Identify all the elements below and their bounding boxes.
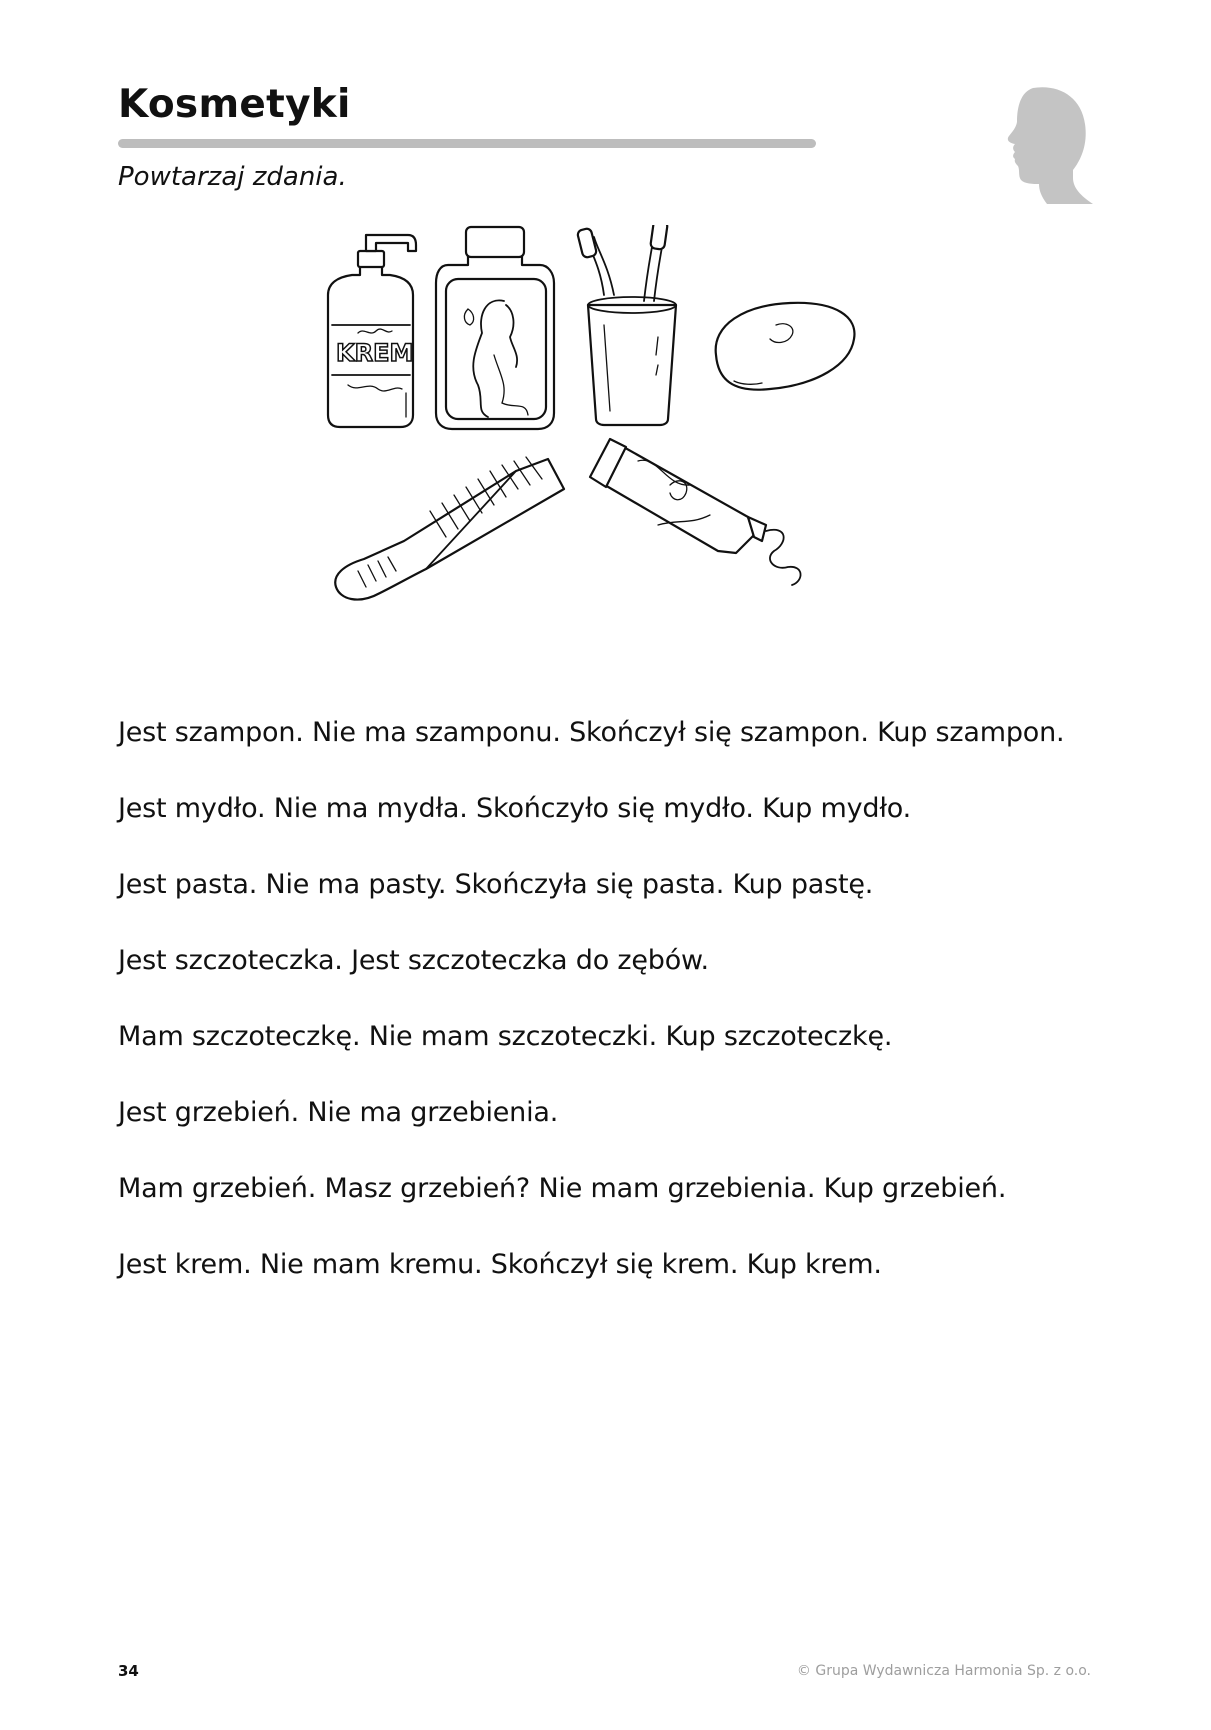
sentence: Jest pasta. Nie ma pasty. Skończyła się pasta. Kup pastę. [118,869,874,900]
sentence: Jest szczoteczka. Jest szczoteczka do zębów. [118,945,709,976]
sentence: Jest grzebień. Nie ma grzebienia. [118,1097,559,1128]
cream-pump-bottle-icon [328,235,416,427]
cream-label: KREM [336,339,414,367]
toothpaste-tube-icon [590,439,801,585]
toothbrushes-in-glass-icon [577,225,676,425]
page-title: Kosmetyki [118,82,351,127]
soap-bar-icon [716,303,855,390]
copyright-notice: © Grupa Wydawnicza Harmonia Sp. z o.o. [796,1663,1091,1679]
sentence: Jest mydło. Nie ma mydła. Skończyło się mydło. Kup mydło. [118,793,912,824]
instruction: Powtarzaj zdania. [118,162,347,192]
page-number: 34 [118,1662,139,1680]
sentence-list [118,716,1064,1324]
sentence: Jest krem. Nie mam kremu. Skończył się krem. Kup krem. [118,1249,882,1280]
shampoo-bottle-icon [436,227,554,429]
sentence: Mam szczoteczkę. Nie mam szczoteczki. Kup szczoteczkę. [118,1021,893,1052]
comb-icon [335,457,564,600]
cosmetics-illustration [318,225,908,670]
title-underline [118,139,816,148]
sentence: Mam grzebień. Masz grzebień? Nie mam grzebienia. Kup grzebień. [118,1173,1007,1204]
head-profile-icon [1003,86,1093,204]
sentence: Jest szampon. Nie ma szamponu. Skończył się szampon. Kup szampon. [118,717,1065,748]
